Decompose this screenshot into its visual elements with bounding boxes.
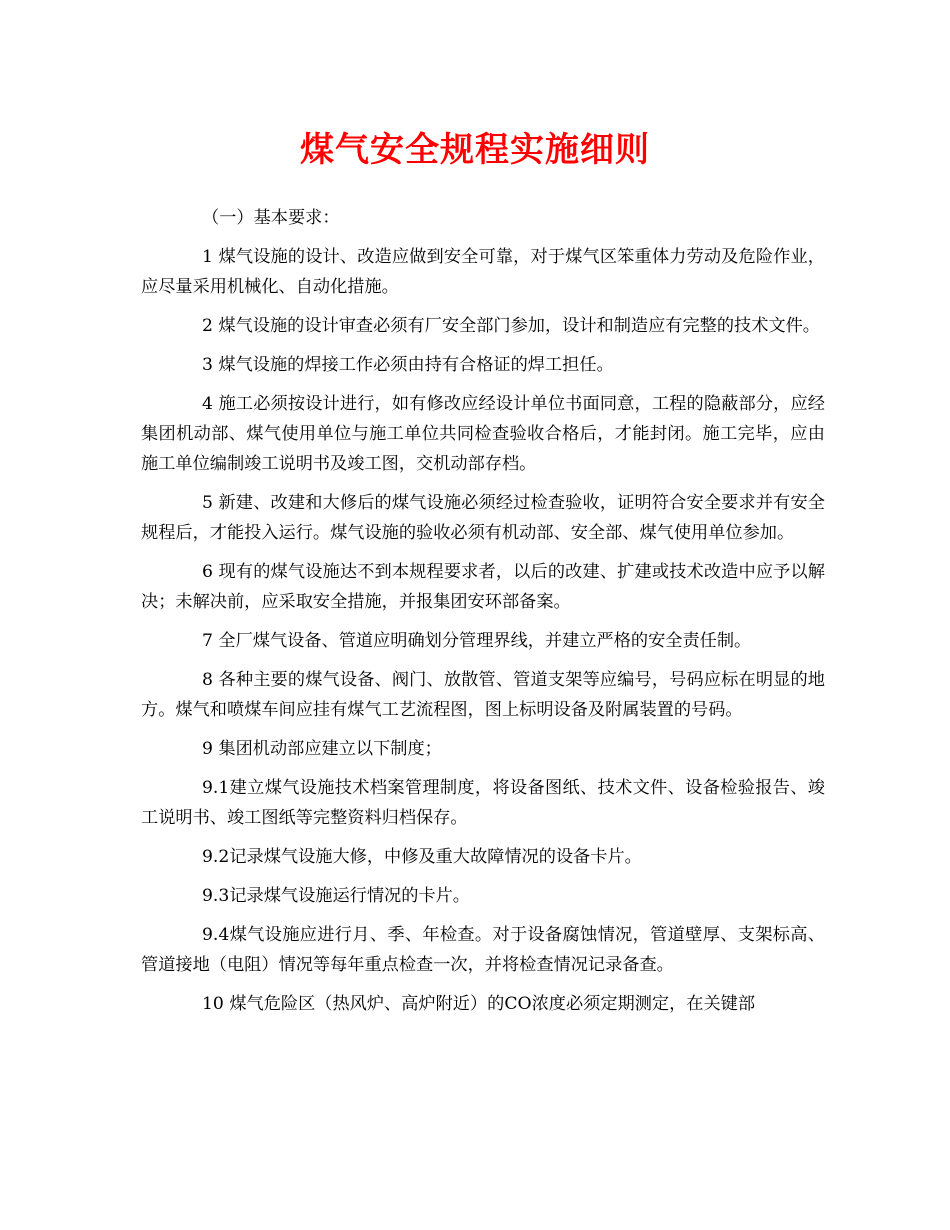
paragraph-10: 10 煤气危险区（热风炉、高炉附近）的CO浓度必须定期测定，在关键部 (202, 994, 756, 1014)
paragraph-2: 2 煤气设施的设计审查必须有厂安全部门参加，设计和制造应有完整的技术文件。 (202, 316, 820, 336)
paragraph-9-3: 9.3记录煤气设施运行情况的卡片。 (202, 886, 470, 906)
paragraph-9-4: 9.4煤气设施应进行月、季、年检查。对于设备腐蚀情况，管道壁厚、支架标高、管道接地（电阻）情况等每年重点检查一次，并将检查情况记录备查。 (141, 925, 825, 975)
paragraph-9: 9 集团机动部应建立以下制度； (202, 739, 442, 759)
paragraph-3: 3 煤气设施的焊接工作必须由持有合格证的焊工担任。 (202, 355, 614, 375)
paragraph-6: 6 现有的煤气设施达不到本规程要求者，以后的改建、扩建或技术改造中应予以解决；未解决前，应采取安全措施，并报集团安环部备案。 (141, 562, 825, 612)
paragraph-9-1: 9.1建立煤气设施技术档案管理制度，将设备图纸、技术文件、设备检验报告、竣工说明书、竣工图纸等完整资料归档保存。 (141, 778, 825, 828)
paragraph-5: 5 新建、改建和大修后的煤气设施必须经过检查验收，证明符合安全要求并有安全规程后，才能投入运行。煤气设施的验收必须有机动部、安全部、煤气使用单位参加。 (141, 493, 825, 543)
paragraph-8: 8 各种主要的煤气设备、阀门、放散管、管道支架等应编号，号码应标在明显的地方。煤气和喷煤车间应挂有煤气工艺流程图，图上标明设备及附属装置的号码。 (141, 670, 825, 720)
document-title: 煤气安全规程实施细则 (300, 130, 650, 170)
paragraph-section-heading: （一）基本要求： (202, 208, 340, 228)
paragraph-7: 7 全厂煤气设备、管道应明确划分管理界线，并建立严格的安全责任制。 (202, 631, 752, 651)
document-body (141, 203, 825, 1028)
paragraph-9-2: 9.2记录煤气设施大修，中修及重大故障情况的设备卡片。 (202, 847, 642, 867)
paragraph-4: 4 施工必须按设计进行，如有修改应经设计单位书面同意，工程的隐蔽部分，应经集团机动部、煤气使用单位与施工单位共同检查验收合格后，才能封闭。施工完毕，应由施工单位编制竣工说明书及竣工图，交机动部存档。 (141, 394, 825, 474)
paragraph-1: 1 煤气设施的设计、改造应做到安全可靠，对于煤气区笨重体力劳动及危险作业，应尽量采用机械化、自动化措施。 (141, 247, 825, 297)
